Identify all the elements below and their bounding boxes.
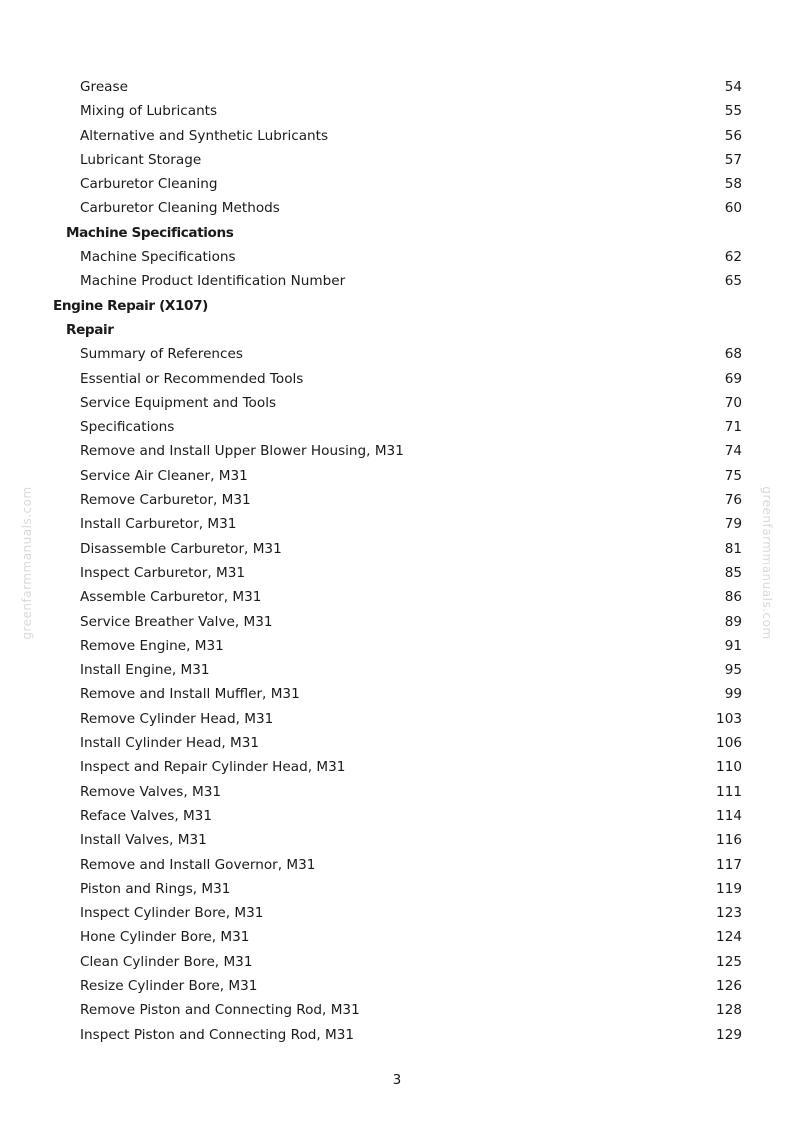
toc-entry-label: Reface Valves, M31 xyxy=(80,807,212,824)
toc-entry[interactable] xyxy=(0,75,794,99)
toc-entry[interactable] xyxy=(0,99,794,123)
toc-entry[interactable] xyxy=(0,537,794,561)
toc-entry[interactable] xyxy=(0,804,794,828)
toc-entry-page: 86 xyxy=(724,589,742,606)
toc-entry[interactable] xyxy=(0,512,794,536)
toc-entry-label: Remove and Install Muffler, M31 xyxy=(80,686,300,703)
toc-entry-page: 124 xyxy=(716,929,742,946)
toc-entry[interactable] xyxy=(0,925,794,949)
toc-entry-label: Assemble Carburetor, M31 xyxy=(80,589,262,606)
toc-entry-label: Specifications xyxy=(80,419,175,436)
toc-entry-page: 69 xyxy=(724,370,742,387)
toc-entry[interactable] xyxy=(0,755,794,779)
table-of-contents xyxy=(0,75,794,1047)
toc-entry[interactable] xyxy=(0,342,794,366)
toc-entry-page: 129 xyxy=(716,1026,742,1043)
toc-entry-label: Essential or Recommended Tools xyxy=(80,370,304,387)
toc-entry-page: 119 xyxy=(716,880,742,897)
toc-entry-page: 114 xyxy=(716,807,742,824)
toc-entry-page: 55 xyxy=(724,103,742,120)
watermark-left: greenfarmmanuals.com xyxy=(20,486,34,640)
toc-entry[interactable] xyxy=(0,439,794,463)
toc-entry[interactable] xyxy=(0,415,794,439)
toc-entry-page: 81 xyxy=(724,540,742,557)
toc-entry-label: Machine Product Identification Number xyxy=(80,273,346,290)
toc-entry[interactable] xyxy=(0,367,794,391)
toc-entry[interactable] xyxy=(0,950,794,974)
toc-entry-label: Remove Valves, M31 xyxy=(80,783,221,800)
toc-entry-page: 123 xyxy=(716,905,742,922)
toc-entry-label: Inspect Piston and Connecting Rod, M31 xyxy=(80,1026,355,1043)
toc-entry-label: Service Air Cleaner, M31 xyxy=(80,467,248,484)
toc-entry[interactable] xyxy=(0,731,794,755)
toc-entry-label: Carburetor Cleaning Methods xyxy=(80,200,280,217)
toc-entry-page: 125 xyxy=(716,953,742,970)
toc-entry-page: 57 xyxy=(724,151,742,168)
toc-entry-label: Hone Cylinder Bore, M31 xyxy=(80,929,250,946)
toc-entry-label: Engine Repair (X107) xyxy=(53,297,208,314)
toc-entry-page: 54 xyxy=(724,79,742,95)
toc-entry-label: Remove and Install Governor, M31 xyxy=(80,856,316,873)
toc-entry-page: 116 xyxy=(716,832,742,849)
toc-entry-label: Install Cylinder Head, M31 xyxy=(80,735,260,752)
toc-entry-label: Machine Specifications xyxy=(80,249,236,266)
toc-entry-page: 110 xyxy=(716,759,742,776)
toc-entry[interactable] xyxy=(0,269,794,293)
toc-entry-page: 71 xyxy=(724,419,742,436)
toc-entry-label: Lubricant Storage xyxy=(80,151,202,168)
toc-entry[interactable] xyxy=(0,585,794,609)
watermark-right: greenfarmmanuals.com xyxy=(760,486,774,640)
toc-entry-label: Inspect Carburetor, M31 xyxy=(80,564,246,581)
toc-section-heading xyxy=(0,221,794,245)
toc-entry-label: Install Carburetor, M31 xyxy=(80,516,237,533)
toc-entry-label: Remove and Install Upper Blower Housing, M31 xyxy=(80,443,404,460)
toc-entry[interactable] xyxy=(0,682,794,706)
toc-entry-label: Install Engine, M31 xyxy=(80,662,210,679)
toc-entry[interactable] xyxy=(0,464,794,488)
toc-entry-page: 56 xyxy=(724,127,742,144)
toc-entry[interactable] xyxy=(0,172,794,196)
toc-entry-label: Inspect Cylinder Bore, M31 xyxy=(80,905,264,922)
toc-entry[interactable] xyxy=(0,148,794,172)
toc-entry-page: 70 xyxy=(724,394,742,411)
toc-entry-label: Remove Engine, M31 xyxy=(80,637,224,654)
toc-entry-page: 79 xyxy=(724,516,742,533)
toc-entry[interactable] xyxy=(0,1023,794,1047)
toc-entry-page: 95 xyxy=(724,662,742,679)
page-number: 3 xyxy=(392,1072,402,1088)
toc-entry-page: 85 xyxy=(724,564,742,581)
toc-entry-page: 68 xyxy=(724,346,742,363)
toc-entry[interactable] xyxy=(0,245,794,269)
toc-entry-label: Mixing of Lubricants xyxy=(80,103,218,120)
toc-entry[interactable] xyxy=(0,780,794,804)
toc-entry-label: Machine Specifications xyxy=(66,224,234,241)
toc-entry-page: 99 xyxy=(724,686,742,703)
toc-entry-page: 128 xyxy=(716,1002,742,1019)
toc-entry[interactable] xyxy=(0,998,794,1022)
toc-entry-label: Remove Cylinder Head, M31 xyxy=(80,710,274,727)
toc-entry-label: Service Equipment and Tools xyxy=(80,394,277,411)
toc-entry-page: 74 xyxy=(724,443,742,460)
toc-entry-page: 103 xyxy=(716,710,742,727)
toc-entry-page: 65 xyxy=(724,273,742,290)
toc-entry-label: Carburetor Cleaning xyxy=(80,176,218,193)
toc-entry[interactable] xyxy=(0,391,794,415)
toc-section-heading xyxy=(0,318,794,342)
toc-entry-page: 106 xyxy=(716,735,742,752)
toc-entry[interactable] xyxy=(0,561,794,585)
toc-entry-page: 76 xyxy=(724,492,742,509)
toc-entry-label: Service Breather Valve, M31 xyxy=(80,613,273,630)
toc-entry-page: 91 xyxy=(724,637,742,654)
toc-entry-label: Grease xyxy=(80,79,128,95)
toc-entry-label: Piston and Rings, M31 xyxy=(80,880,231,897)
toc-entry[interactable] xyxy=(0,196,794,220)
toc-entry-label: Inspect and Repair Cylinder Head, M31 xyxy=(80,759,346,776)
toc-entry-page: 62 xyxy=(724,249,742,266)
toc-entry[interactable] xyxy=(0,877,794,901)
toc-entry[interactable] xyxy=(0,853,794,877)
toc-entry[interactable] xyxy=(0,974,794,998)
toc-entry-label: Clean Cylinder Bore, M31 xyxy=(80,953,253,970)
toc-entry-page: 60 xyxy=(724,200,742,217)
toc-entry-label: Disassemble Carburetor, M31 xyxy=(80,540,282,557)
toc-section-heading xyxy=(0,294,794,318)
toc-entry-label: Remove Carburetor, M31 xyxy=(80,492,251,509)
toc-entry-label: Install Valves, M31 xyxy=(80,832,207,849)
toc-entry[interactable] xyxy=(0,610,794,634)
toc-entry[interactable] xyxy=(0,124,794,148)
toc-entry[interactable] xyxy=(0,634,794,658)
toc-entry-page: 58 xyxy=(724,176,742,193)
toc-entry[interactable] xyxy=(0,488,794,512)
toc-entry-label: Resize Cylinder Bore, M31 xyxy=(80,977,258,994)
toc-entry[interactable] xyxy=(0,828,794,852)
toc-entry[interactable] xyxy=(0,707,794,731)
toc-entry-page: 117 xyxy=(716,856,742,873)
toc-entry-label: Repair xyxy=(66,321,114,338)
toc-entry-label: Summary of References xyxy=(80,346,243,363)
toc-entry[interactable] xyxy=(0,901,794,925)
toc-entry-page: 89 xyxy=(724,613,742,630)
toc-entry-label: Remove Piston and Connecting Rod, M31 xyxy=(80,1002,360,1019)
toc-entry-page: 126 xyxy=(716,977,742,994)
toc-entry[interactable] xyxy=(0,658,794,682)
toc-entry-page: 75 xyxy=(724,467,742,484)
toc-entry-page: 111 xyxy=(716,783,742,800)
toc-entry-label: Alternative and Synthetic Lubricants xyxy=(80,127,329,144)
